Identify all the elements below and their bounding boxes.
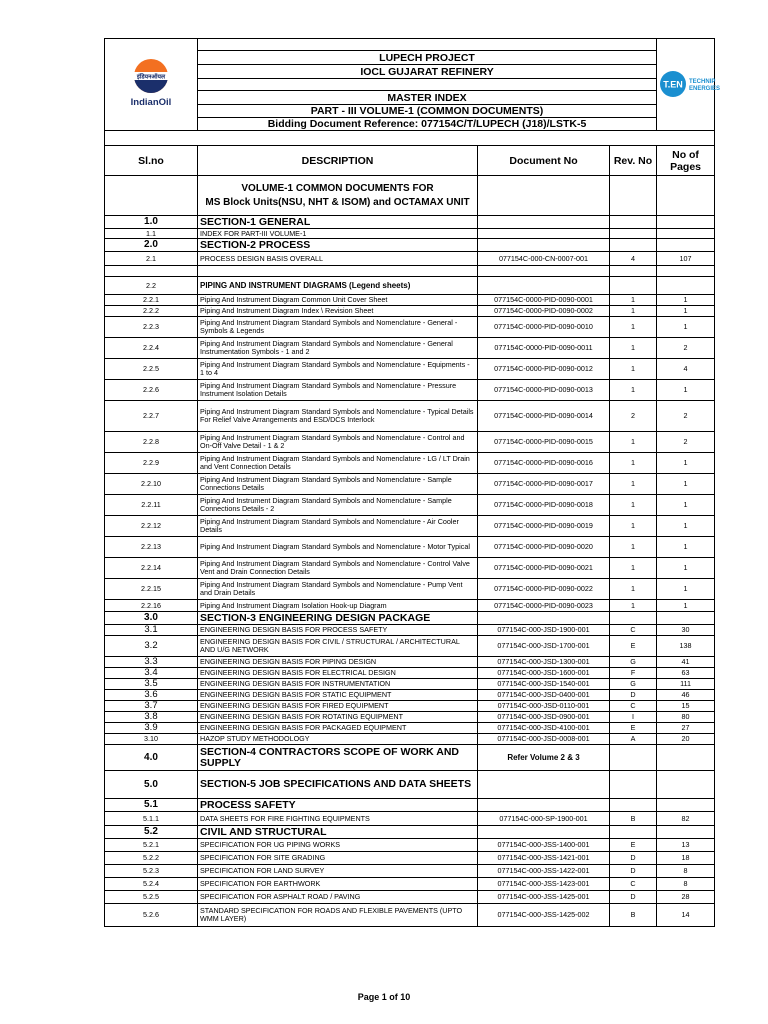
table-row — [105, 558, 715, 579]
empty-cell — [478, 239, 610, 252]
col-header-rev: Rev. No — [610, 146, 657, 176]
header-spacer — [198, 39, 657, 51]
row-slno: 5.2.5 — [105, 891, 198, 904]
empty-cell — [478, 266, 610, 277]
table-row — [105, 865, 715, 878]
row-docno: 077154C-0000-PID-0090-0021 — [478, 558, 610, 579]
row-docno: 077154C-0000-PID-0090-0001 — [478, 295, 610, 306]
row-pages: 2 — [657, 432, 715, 453]
row-rev — [610, 229, 657, 239]
row-slno: 5.1 — [105, 799, 198, 812]
indianoil-text: IndianOil — [130, 96, 172, 108]
technip-energies-emblem-icon — [659, 64, 721, 104]
row-rev: D — [610, 891, 657, 904]
row-slno: 3.6 — [105, 690, 198, 701]
section-title: SECTION-1 GENERAL — [198, 216, 478, 229]
row-slno: 5.2 — [105, 826, 198, 839]
row-description: HAZOP STUDY METHODOLOGY — [198, 734, 478, 745]
row-slno: 2.2.5 — [105, 359, 198, 380]
section-title: SECTION-2 PROCESS — [198, 239, 478, 252]
row-pages: 1 — [657, 600, 715, 612]
row-slno: 3.3 — [105, 657, 198, 668]
row-rev: 1 — [610, 516, 657, 537]
empty-cell — [657, 266, 715, 277]
ten-mark-text: T.EN — [663, 79, 683, 89]
row-description: ENGINEERING DESIGN BASIS FOR CIVIL / STRUCTURAL / ARCHITECTURAL AND U/G NETWORK — [198, 636, 478, 657]
row-docno: 077154C-0000-PID-0090-0017 — [478, 474, 610, 495]
table-row — [105, 380, 715, 401]
row-description: Piping And Instrument Diagram Standard Symbols and Nomenclature - Equipments - 1 to 4 — [198, 359, 478, 380]
row-docno — [478, 229, 610, 239]
row-pages: 1 — [657, 453, 715, 474]
row-slno: 2.2.3 — [105, 317, 198, 338]
row-description: Piping And Instrument Diagram Standard Symbols and Nomenclature - LG / LT Drain and Vent Connection Details — [198, 453, 478, 474]
row-description: Piping And Instrument Diagram Isolation Hook-up Diagram — [198, 600, 478, 612]
row-rev: B — [610, 812, 657, 826]
empty-cell — [657, 612, 715, 625]
col-header-slno: Sl.no — [105, 146, 198, 176]
table-row — [105, 474, 715, 495]
row-slno: 2.2.9 — [105, 453, 198, 474]
row-docno: 077154C-000-JSD-1600-001 — [478, 668, 610, 679]
row-pages: 46 — [657, 690, 715, 701]
row-description: DATA SHEETS FOR FIRE FIGHTING EQUIPMENTS — [198, 812, 478, 826]
row-slno: 2.2.12 — [105, 516, 198, 537]
row-slno: 2.2.1 — [105, 295, 198, 306]
table-row — [105, 600, 715, 612]
row-pages: 1 — [657, 537, 715, 558]
row-description: SPECIFICATION FOR ASPHALT ROAD / PAVING — [198, 891, 478, 904]
page-number: Page 1 of 10 — [357, 992, 411, 1002]
row-slno: 2.2.13 — [105, 537, 198, 558]
col-header-description: DESCRIPTION — [198, 146, 478, 176]
empty-cell — [198, 266, 478, 277]
row-pages: 28 — [657, 891, 715, 904]
table-row — [105, 453, 715, 474]
table-row — [105, 252, 715, 266]
refer-note: Refer Volume 2 & 3 — [478, 745, 610, 771]
row-description: ENGINEERING DESIGN BASIS FOR STATIC EQUIPMENT — [198, 690, 478, 701]
row-description: SPECIFICATION FOR LAND SURVEY — [198, 865, 478, 878]
row-description: Piping And Instrument Diagram Standard Symbols and Nomenclature - Pressure Instrument Isolation Details — [198, 380, 478, 401]
row-pages: 18 — [657, 852, 715, 865]
table-row — [105, 690, 715, 701]
row-docno: 077154C-0000-PID-0090-0022 — [478, 579, 610, 600]
row-pages: 107 — [657, 252, 715, 266]
row-description: Piping And Instrument Diagram Standard Symbols and Nomenclature - Motor Typical — [198, 537, 478, 558]
row-rev: 1 — [610, 295, 657, 306]
row-slno: 3.10 — [105, 734, 198, 745]
row-rev: E — [610, 636, 657, 657]
row-description: ENGINEERING DESIGN BASIS FOR FIRED EQUIPMENT — [198, 701, 478, 712]
row-docno: 077154C-000-JSD-1700-001 — [478, 636, 610, 657]
table-row — [105, 306, 715, 317]
table-row — [105, 636, 715, 657]
project-title: LUPECH PROJECT — [198, 51, 657, 65]
table-row — [105, 537, 715, 558]
row-rev: C — [610, 878, 657, 891]
table-row — [105, 432, 715, 453]
row-pages: 1 — [657, 295, 715, 306]
row-rev: A — [610, 734, 657, 745]
technip-energies-logo — [657, 39, 721, 131]
empty-cell — [610, 799, 657, 812]
empty-cell — [657, 799, 715, 812]
row-pages: 2 — [657, 338, 715, 359]
table-row — [105, 668, 715, 679]
row-docno: 077154C-0000-PID-0090-0013 — [478, 380, 610, 401]
empty-cell — [610, 266, 657, 277]
empty-cell — [657, 216, 715, 229]
section-title: CIVIL AND STRUCTURAL — [198, 826, 478, 839]
row-pages: 8 — [657, 865, 715, 878]
empty-cell — [478, 612, 610, 625]
empty-cell — [478, 799, 610, 812]
row-pages: 1 — [657, 516, 715, 537]
table-row — [105, 266, 715, 277]
table-row — [105, 745, 715, 771]
empty-cell — [610, 277, 657, 295]
table-row — [105, 579, 715, 600]
row-rev: E — [610, 723, 657, 734]
row-slno: 3.7 — [105, 701, 198, 712]
row-pages: 111 — [657, 679, 715, 690]
row-pages: 1 — [657, 380, 715, 401]
row-rev: 1 — [610, 579, 657, 600]
row-description: SPECIFICATION FOR UG PIPING WORKS — [198, 839, 478, 852]
table-row — [105, 401, 715, 432]
row-pages: 15 — [657, 701, 715, 712]
row-docno: 077154C-0000-PID-0090-0014 — [478, 401, 610, 432]
row-docno: 077154C-000-CN-0007-001 — [478, 252, 610, 266]
row-slno: 2.2.8 — [105, 432, 198, 453]
bidding-reference: Bidding Document Reference: 077154C/T/LUPECH (J18)/LSTK-5 — [198, 118, 657, 131]
row-pages: 1 — [657, 306, 715, 317]
table-row — [105, 799, 715, 812]
row-description: Piping And Instrument Diagram Common Unit Cover Sheet — [198, 295, 478, 306]
row-pages: 1 — [657, 495, 715, 516]
table-row — [105, 734, 715, 745]
row-pages: 1 — [657, 558, 715, 579]
row-slno: 2.2.15 — [105, 579, 198, 600]
row-docno: 077154C-0000-PID-0090-0018 — [478, 495, 610, 516]
empty-cell — [478, 277, 610, 295]
empty-cell — [610, 612, 657, 625]
row-rev: C — [610, 625, 657, 636]
row-slno: 2.2.14 — [105, 558, 198, 579]
ten-technip-text: TECHNIP — [689, 78, 716, 85]
row-pages: 8 — [657, 878, 715, 891]
row-docno: 077154C-0000-PID-0090-0002 — [478, 306, 610, 317]
row-docno: 077154C-000-JSD-0110-001 — [478, 701, 610, 712]
row-description: Piping And Instrument Diagram Standard Symbols and Nomenclature - Pump Vent and Drain Details — [198, 579, 478, 600]
row-rev: D — [610, 852, 657, 865]
table-row — [105, 359, 715, 380]
row-docno: 077154C-000-JSD-0900-001 — [478, 712, 610, 723]
row-rev: 1 — [610, 306, 657, 317]
row-slno: 3.0 — [105, 612, 198, 625]
table-row — [105, 771, 715, 799]
table-row — [105, 239, 715, 252]
header-separator — [105, 131, 715, 146]
row-description: Piping And Instrument Diagram Index \ Revision Sheet — [198, 306, 478, 317]
row-description: Piping And Instrument Diagram Standard Symbols and Nomenclature - Sample Connections Details — [198, 474, 478, 495]
row-pages: 1 — [657, 579, 715, 600]
row-pages: 13 — [657, 839, 715, 852]
table-row — [105, 495, 715, 516]
row-docno: 077154C-000-JSS-1425-001 — [478, 891, 610, 904]
row-slno: 2.2.4 — [105, 338, 198, 359]
row-docno: 077154C-0000-PID-0090-0011 — [478, 338, 610, 359]
row-docno: 077154C-0000-PID-0090-0016 — [478, 453, 610, 474]
section-title: PROCESS SAFETY — [198, 799, 478, 812]
row-slno: 5.2.1 — [105, 839, 198, 852]
empty-cell — [478, 826, 610, 839]
row-description: STANDARD SPECIFICATION FOR ROADS AND FLEXIBLE PAVEMENTS (UPTO WMM LAYER) — [198, 904, 478, 927]
row-slno: 3.4 — [105, 668, 198, 679]
row-rev: E — [610, 839, 657, 852]
row-docno: 077154C-000-JSD-0008-001 — [478, 734, 610, 745]
row-pages: 20 — [657, 734, 715, 745]
ten-energies-text: ENERGIES — [689, 85, 721, 92]
row-description: ENGINEERING DESIGN BASIS FOR PACKAGED EQUIPMENT — [198, 723, 478, 734]
table-row — [105, 826, 715, 839]
subsection-title: PIPING AND INSTRUMENT DIAGRAMS (Legend sheets) — [198, 277, 478, 295]
row-rev: 1 — [610, 495, 657, 516]
row-docno: 077154C-000-JSS-1423-001 — [478, 878, 610, 891]
row-pages: 82 — [657, 812, 715, 826]
row-rev: 1 — [610, 558, 657, 579]
row-rev: G — [610, 657, 657, 668]
row-docno: 077154C-0000-PID-0090-0020 — [478, 537, 610, 558]
row-docno: 077154C-000-JSD-1900-001 — [478, 625, 610, 636]
row-description: Piping And Instrument Diagram Standard Symbols and Nomenclature - General Instrumentation Symbols - 1 and 2 — [198, 338, 478, 359]
empty-cell — [610, 771, 657, 799]
row-pages: 4 — [657, 359, 715, 380]
row-pages: 2 — [657, 401, 715, 432]
row-slno: 2.1 — [105, 252, 198, 266]
row-docno: 077154C-0000-PID-0090-0015 — [478, 432, 610, 453]
empty-cell — [610, 216, 657, 229]
volume-title: VOLUME-1 COMMON DOCUMENTS FOR MS Block Units(NSU, NHT & ISOM) and OCTAMAX UNIT — [198, 176, 478, 216]
master-index-title: MASTER INDEX — [198, 91, 657, 105]
row-description: ENGINEERING DESIGN BASIS FOR INSTRUMENTATION — [198, 679, 478, 690]
row-rev: 1 — [610, 537, 657, 558]
row-docno: 077154C-000-JSD-1300-001 — [478, 657, 610, 668]
indianoil-emblem-icon — [121, 56, 181, 112]
empty-cell — [657, 277, 715, 295]
row-rev: G — [610, 679, 657, 690]
row-slno: 5.1.1 — [105, 812, 198, 826]
empty-cell — [478, 216, 610, 229]
row-rev: 1 — [610, 600, 657, 612]
section-title: SECTION-4 CONTRACTORS SCOPE OF WORK AND SUPPLY — [198, 745, 478, 771]
table-row — [105, 904, 715, 927]
row-rev: 1 — [610, 317, 657, 338]
table-row — [105, 839, 715, 852]
empty-cell — [478, 771, 610, 799]
table-row — [105, 612, 715, 625]
row-description: ENGINEERING DESIGN BASIS FOR ROTATING EQUIPMENT — [198, 712, 478, 723]
row-slno: 3.5 — [105, 679, 198, 690]
row-pages: 30 — [657, 625, 715, 636]
row-pages: 27 — [657, 723, 715, 734]
row-rev: 1 — [610, 453, 657, 474]
row-slno: 2.2.16 — [105, 600, 198, 612]
row-docno: 077154C-000-JSS-1422-001 — [478, 865, 610, 878]
row-pages: 1 — [657, 474, 715, 495]
col-header-docno: Document No — [478, 146, 610, 176]
row-description: SPECIFICATION FOR EARTHWORK — [198, 878, 478, 891]
row-slno: 2.2.6 — [105, 380, 198, 401]
row-description: ENGINEERING DESIGN BASIS FOR PROCESS SAFETY — [198, 625, 478, 636]
table-row — [105, 657, 715, 668]
row-rev: C — [610, 701, 657, 712]
row-rev: D — [610, 865, 657, 878]
row-description: ENGINEERING DESIGN BASIS FOR PIPING DESIGN — [198, 657, 478, 668]
table-row — [105, 891, 715, 904]
row-slno: 2.2.2 — [105, 306, 198, 317]
row-pages: 63 — [657, 668, 715, 679]
table-row — [105, 878, 715, 891]
empty-cell — [610, 826, 657, 839]
table-row — [105, 317, 715, 338]
table-row — [105, 516, 715, 537]
table-row — [105, 712, 715, 723]
table-row — [105, 295, 715, 306]
row-docno: 077154C-0000-PID-0090-0010 — [478, 317, 610, 338]
col-header-pages: No of Pages — [657, 146, 715, 176]
row-docno: 077154C-000-JSD-0400-001 — [478, 690, 610, 701]
row-rev: 1 — [610, 432, 657, 453]
row-docno: 077154C-000-JSD-4100-001 — [478, 723, 610, 734]
empty-cell — [657, 239, 715, 252]
row-slno: 2.2.11 — [105, 495, 198, 516]
row-slno: 1.1 — [105, 229, 198, 239]
row-slno: 4.0 — [105, 745, 198, 771]
row-rev: I — [610, 712, 657, 723]
indianoil-hindi-text: इंडियनऑयल — [136, 73, 166, 80]
row-description: ENGINEERING DESIGN BASIS FOR ELECTRICAL DESIGN — [198, 668, 478, 679]
row-slno: 2.0 — [105, 239, 198, 252]
table-row — [105, 852, 715, 865]
row-slno: 1.0 — [105, 216, 198, 229]
row-docno: 077154C-000-JSS-1400-001 — [478, 839, 610, 852]
table-row — [105, 625, 715, 636]
table-row — [105, 812, 715, 826]
row-rev: F — [610, 668, 657, 679]
row-slno: 3.9 — [105, 723, 198, 734]
row-slno: 3.8 — [105, 712, 198, 723]
row-slno: 5.2.4 — [105, 878, 198, 891]
row-rev: 1 — [610, 474, 657, 495]
table-row — [105, 723, 715, 734]
row-description: Piping And Instrument Diagram Standard Symbols and Nomenclature - Typical Details For Relief Valve Arrangements and ESD/DCS Interlock — [198, 401, 478, 432]
empty-cell — [657, 771, 715, 799]
part-title: PART - III VOLUME-1 (COMMON DOCUMENTS) — [198, 105, 657, 118]
table-row — [105, 229, 715, 239]
row-rev: 1 — [610, 380, 657, 401]
row-docno: 077154C-000-JSS-1421-001 — [478, 852, 610, 865]
row-slno: 5.2.2 — [105, 852, 198, 865]
section-title: SECTION-3 ENGINEERING DESIGN PACKAGE — [198, 612, 478, 625]
row-slno: 5.0 — [105, 771, 198, 799]
row-description: Piping And Instrument Diagram Standard Symbols and Nomenclature - Control Valve Vent and Drain Connection Details — [198, 558, 478, 579]
section-title: SECTION-5 JOB SPECIFICATIONS AND DATA SHEETS — [198, 771, 478, 799]
row-slno: 5.2.6 — [105, 904, 198, 927]
row-description: Piping And Instrument Diagram Standard Symbols and Nomenclature - General - Symbols & Legends — [198, 317, 478, 338]
row-description: PROCESS DESIGN BASIS OVERALL — [198, 252, 478, 266]
table-row — [105, 701, 715, 712]
row-description: INDEX FOR PART-III VOLUME-1 — [198, 229, 478, 239]
row-docno: 077154C-000-SP-1900-001 — [478, 812, 610, 826]
row-docno: 077154C-0000-PID-0090-0023 — [478, 600, 610, 612]
row-slno: 5.2.3 — [105, 865, 198, 878]
row-rev: D — [610, 690, 657, 701]
row-pages: 41 — [657, 657, 715, 668]
row-description: SPECIFICATION FOR SITE GRADING — [198, 852, 478, 865]
row-docno: 077154C-0000-PID-0090-0019 — [478, 516, 610, 537]
row-pages: 138 — [657, 636, 715, 657]
indianoil-logo — [105, 39, 198, 131]
row-slno: 3.2 — [105, 636, 198, 657]
empty-cell — [105, 266, 198, 277]
header-gap — [198, 79, 657, 91]
row-rev: 1 — [610, 338, 657, 359]
row-slno: 2.2.7 — [105, 401, 198, 432]
row-description: Piping And Instrument Diagram Standard Symbols and Nomenclature - Control and On-Off Valve Detail - 1 & 2 — [198, 432, 478, 453]
row-docno: 077154C-000-JSD-1540-001 — [478, 679, 610, 690]
empty-cell — [610, 745, 657, 771]
row-description: Piping And Instrument Diagram Standard Symbols and Nomenclature - Air Cooler Details — [198, 516, 478, 537]
row-rev: 1 — [610, 359, 657, 380]
refinery-title: IOCL GUJARAT REFINERY — [198, 65, 657, 79]
empty-cell — [657, 745, 715, 771]
table-row — [105, 277, 715, 295]
row-slno: 2.2.10 — [105, 474, 198, 495]
table-row — [105, 679, 715, 690]
row-slno: 3.1 — [105, 625, 198, 636]
table-row — [105, 338, 715, 359]
row-slno: 2.2 — [105, 277, 198, 295]
empty-cell — [610, 239, 657, 252]
master-index-table — [104, 38, 721, 927]
row-rev: B — [610, 904, 657, 927]
row-rev: 4 — [610, 252, 657, 266]
row-docno: 077154C-0000-PID-0090-0012 — [478, 359, 610, 380]
row-pages — [657, 229, 715, 239]
row-pages: 80 — [657, 712, 715, 723]
row-description: Piping And Instrument Diagram Standard Symbols and Nomenclature - Sample Connections Details - 2 — [198, 495, 478, 516]
row-docno: 077154C-000-JSS-1425-002 — [478, 904, 610, 927]
row-rev: 2 — [610, 401, 657, 432]
empty-cell — [657, 826, 715, 839]
row-pages: 14 — [657, 904, 715, 927]
row-pages: 1 — [657, 317, 715, 338]
table-row — [105, 216, 715, 229]
